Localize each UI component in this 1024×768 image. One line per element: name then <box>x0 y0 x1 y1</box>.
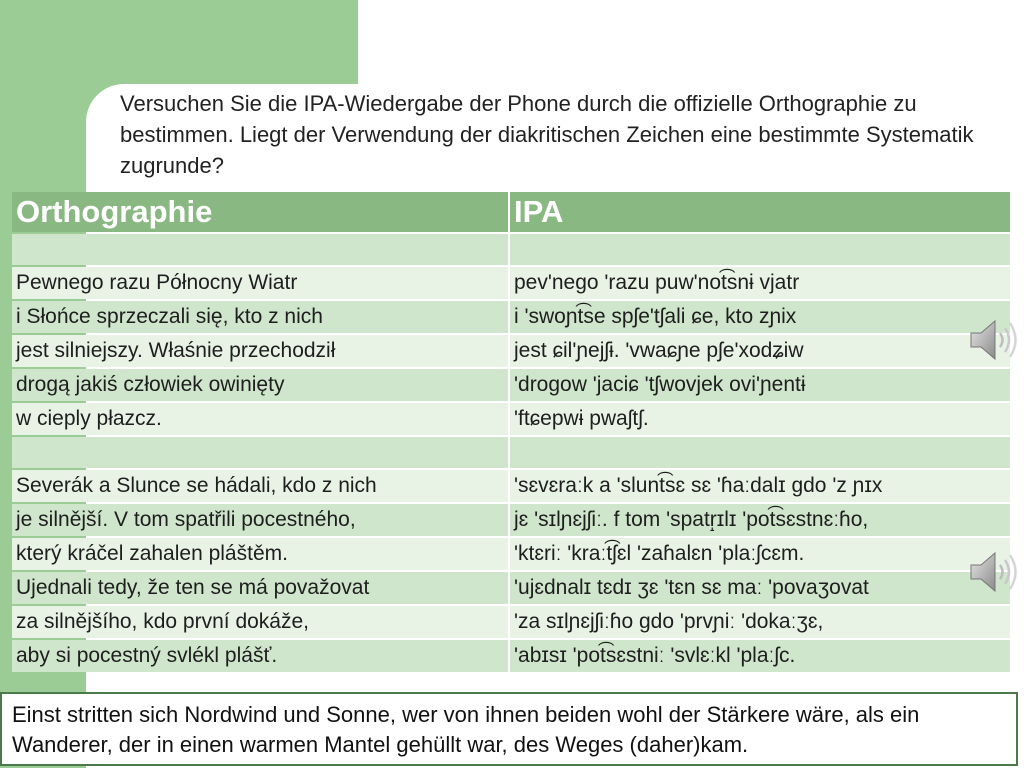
ipa-cell: 'sɛvɛraːk a 'slunt͡sɛ sɛ 'ɦaːdalɪ gdo 'z ɲɪx <box>510 470 1010 502</box>
table-row <box>12 403 1010 435</box>
orth-cell: jest silniejszy. Właśnie przechodził <box>12 335 508 367</box>
orth-cell: i Słońce sprzeczali się, kto z nich <box>12 301 508 333</box>
ipa-cell: 'ktɛriː 'kraːt͡ʃɛl 'zaɦalɛn 'plaːʃcɛm. <box>510 538 1010 570</box>
table-row <box>12 538 1010 570</box>
orth-cell <box>12 234 508 265</box>
orth-cell <box>12 437 508 468</box>
table-row <box>12 470 1010 502</box>
orth-cell: Ujednali tedy, že ten se má považovat <box>12 572 508 604</box>
ipa-cell: jest ɕil'ɲejʃɨ. 'vwaɕɲe pʃe'xodʑiw <box>510 335 1010 367</box>
orth-cell: za silnějšího, kdo první dokáže, <box>12 606 508 638</box>
table-row <box>12 572 1010 604</box>
ipa-table <box>10 190 1012 674</box>
ipa-cell: 'za sɪlɲɛjʃiːɦo gdo 'prvɲiː 'dokaːʒɛ, <box>510 606 1010 638</box>
ipa-cell <box>510 437 1010 468</box>
ipa-cell: 'ftɕepwɨ pwaʃtʃ. <box>510 403 1010 435</box>
table-row <box>12 504 1010 536</box>
translation-box: Einst stritten sich Nordwind und Sonne, wer von ihnen beiden wohl der Stärkere wäre, als ein Wanderer, der in einen warmen Mantel gehüllt war, des Weges (daher)kam. <box>0 692 1018 766</box>
speaker-icon[interactable] <box>968 548 1020 596</box>
ipa-cell: 'ujɛdnalɪ tɛdɪ ʒɛ 'tɛn sɛ maː 'povaʒovat <box>510 572 1010 604</box>
header-ipa: IPA <box>510 192 1010 232</box>
ipa-cell <box>510 234 1010 265</box>
table-row <box>12 335 1010 367</box>
task-prompt: Versuchen Sie die IPA-Wiedergabe der Phone durch die offizielle Orthographie zu bestimmen. Liegt der Verwendung der diakritischen Zeichen eine bestimmte Systematik zugrunde? <box>120 91 974 178</box>
ipa-cell: pev'nego 'razu puw'not͡snɨ vjatr <box>510 267 1010 299</box>
ipa-cell: jɛ 'sɪlɲɛjʃiː. f tom 'spatr̝ɪlɪ 'pot͡sɛstnɛːɦo, <box>510 504 1010 536</box>
header-orthographie: Orthographie <box>12 192 508 232</box>
orth-cell: w cieply płazcz. <box>12 403 508 435</box>
table-row <box>12 606 1010 638</box>
table-row-blank <box>12 437 1010 468</box>
table-row <box>12 640 1010 672</box>
table-row <box>12 369 1010 401</box>
speaker-icon[interactable] <box>968 316 1020 364</box>
table-row <box>12 301 1010 333</box>
orth-cell: je silnější. V tom spatřili pocestného, <box>12 504 508 536</box>
orth-cell: aby si pocestný svlékl plášť. <box>12 640 508 672</box>
ipa-cell: i 'swoɲt͡se spʃe'tʃali ɕe, kto zɲix <box>510 301 1010 333</box>
orth-cell: Pewnego razu Północny Wiatr <box>12 267 508 299</box>
orth-cell: který kráčel zahalen pláštěm. <box>12 538 508 570</box>
table-header-row <box>12 192 1010 232</box>
ipa-cell: 'drogow 'jaciɕ 'tʃwovjek ovi'ɲentɨ <box>510 369 1010 401</box>
table-row <box>12 267 1010 299</box>
ipa-cell: 'abɪsɪ 'pot͡sɛstniː 'svlɛːkl 'plaːʃc. <box>510 640 1010 672</box>
table-row-blank <box>12 234 1010 265</box>
orth-cell: drogą jakiś człowiek owinięty <box>12 369 508 401</box>
orth-cell: Severák a Slunce se hádali, kdo z nich <box>12 470 508 502</box>
